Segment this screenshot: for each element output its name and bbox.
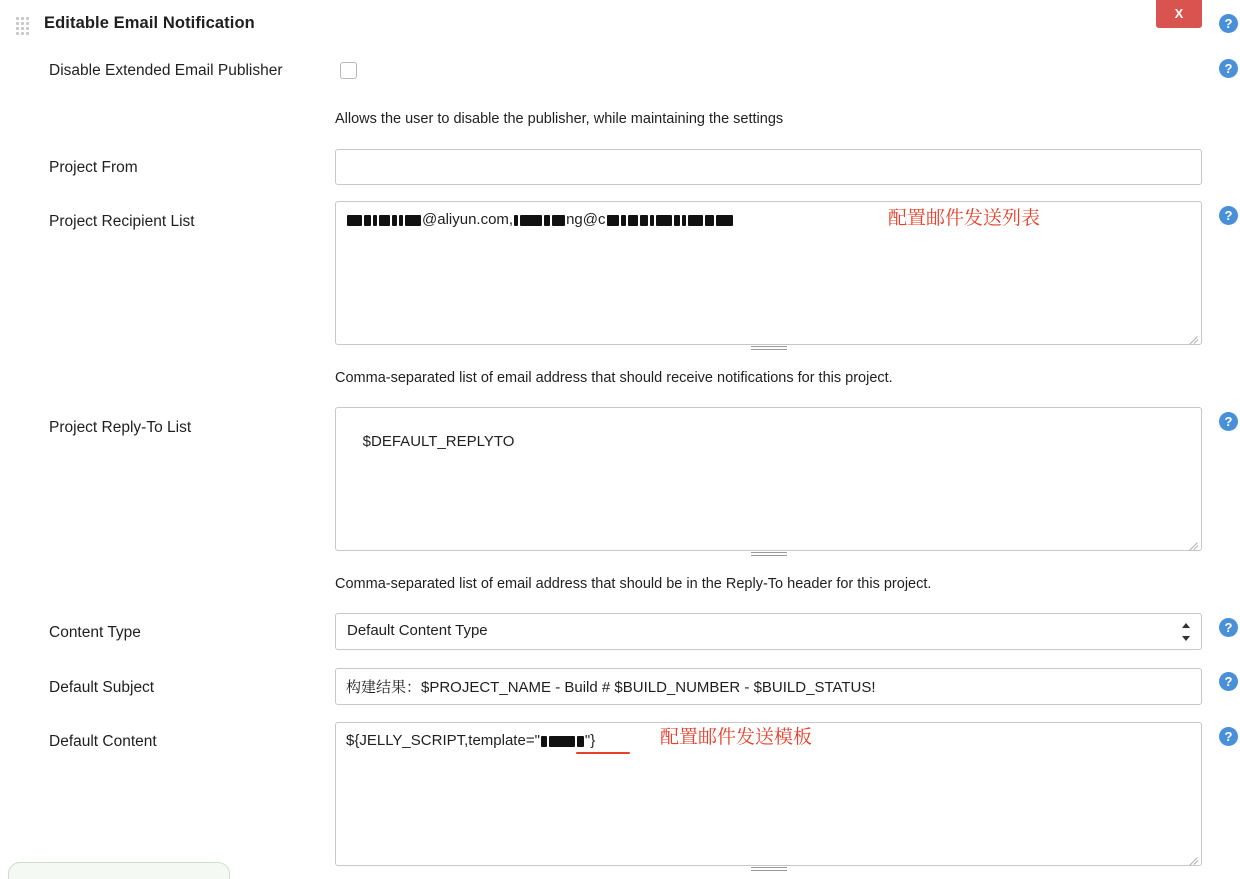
default-content-suffix: "} xyxy=(584,732,596,749)
label-project-recipient-list: Project Recipient List xyxy=(49,213,195,230)
recipient-domain-2: ng@c xyxy=(566,211,606,228)
hint-reply-to-list: Comma-separated list of email address that should be in the Reply-To header for this project. xyxy=(335,576,932,592)
help-icon-disable-publisher[interactable] xyxy=(1219,59,1238,78)
recipient-list-value xyxy=(346,211,734,228)
recipient-domain-1: @aliyun.com, xyxy=(422,211,514,228)
project-from-input[interactable] xyxy=(335,149,1202,185)
help-icon-default-subject[interactable] xyxy=(1219,672,1238,691)
help-icon-recipient-list[interactable] xyxy=(1219,206,1238,225)
label-project-from: Project From xyxy=(49,159,138,176)
help-icon-content-type[interactable] xyxy=(1219,618,1238,637)
content-type-select[interactable] xyxy=(335,613,1202,650)
help-icon-reply-to-list[interactable] xyxy=(1219,412,1238,431)
annotation-default-content: 配置邮件发送模板 xyxy=(660,726,813,748)
default-content-value xyxy=(346,732,595,749)
default-subject-input[interactable] xyxy=(335,668,1202,705)
label-project-reply-to-list: Project Reply-To List xyxy=(49,419,192,436)
page-title: Editable Email Notification xyxy=(44,14,255,32)
project-reply-to-list-textarea[interactable] xyxy=(335,407,1202,551)
project-recipient-list-textarea[interactable] xyxy=(335,201,1202,345)
label-default-content: Default Content xyxy=(49,733,157,750)
label-content-type: Content Type xyxy=(49,624,141,641)
hint-recipient-list: Comma-separated list of email address that should receive notifications for this project. xyxy=(335,370,893,386)
close-button[interactable]: X xyxy=(1156,0,1202,28)
help-icon-title[interactable] xyxy=(1219,14,1238,33)
label-disable-publisher: Disable Extended Email Publisher xyxy=(49,62,283,79)
hint-disable-publisher: Allows the user to disable the publisher, while maintaining the settings xyxy=(335,111,784,127)
default-content-prefix: ${JELLY_SCRIPT,template=" xyxy=(346,732,540,749)
bottom-left-panel xyxy=(8,862,230,879)
default-content-drag-bar[interactable] xyxy=(751,866,787,873)
reply-to-list-drag-bar[interactable] xyxy=(751,551,787,558)
chevron-updown-icon xyxy=(1182,623,1191,641)
recipient-list-drag-bar[interactable] xyxy=(751,345,787,352)
panel-header xyxy=(0,0,1240,50)
annotation-underline-default-content xyxy=(576,752,630,754)
annotation-recipient-list: 配置邮件发送列表 xyxy=(888,207,1041,229)
help-icon-default-content[interactable] xyxy=(1219,727,1238,746)
drag-handle-icon[interactable] xyxy=(16,17,29,33)
reply-to-list-value: $DEFAULT_REPLYTO xyxy=(362,433,515,450)
content-type-selected-value: Default Content Type xyxy=(347,622,488,639)
label-default-subject: Default Subject xyxy=(49,679,155,696)
disable-publisher-checkbox[interactable] xyxy=(340,62,357,79)
